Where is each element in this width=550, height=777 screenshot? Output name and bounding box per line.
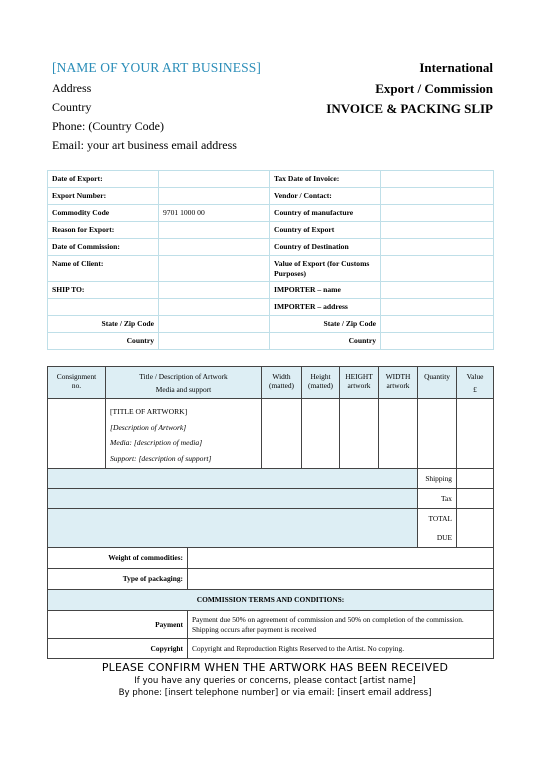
value-field[interactable] — [457, 399, 494, 469]
artwork-support: Support: [description of support] — [110, 453, 212, 463]
business-details — [52, 58, 261, 155]
width-art-field[interactable] — [379, 399, 418, 469]
quantity-field[interactable] — [418, 399, 457, 469]
value-of-export-field[interactable] — [381, 256, 494, 282]
artwork-items-table — [47, 366, 494, 659]
table-row — [48, 205, 494, 222]
importer-state-zip-field[interactable] — [381, 316, 494, 333]
table-row — [48, 188, 494, 205]
packaging-label: Type of packaging: — [48, 569, 188, 590]
date-of-commission-field[interactable] — [159, 239, 270, 256]
tax-field[interactable] — [457, 489, 494, 509]
artwork-description-cell[interactable] — [106, 399, 262, 469]
importer-name-label: IMPORTER – name — [270, 282, 381, 299]
payment-label: Payment — [48, 611, 188, 639]
country-manufacture-label: Country of manufacture — [270, 205, 381, 222]
shipping-field[interactable] — [457, 469, 494, 489]
export-info-table — [47, 170, 494, 350]
value-of-export-label: Value of Export (for Customs Purposes) — [270, 256, 381, 282]
total-due-label: TOTAL DUE — [418, 509, 457, 548]
col-title-text: Title / Description of Artwork — [139, 372, 228, 381]
date-of-export-label: Date of Export: — [48, 171, 159, 188]
importer-country-field[interactable] — [381, 333, 494, 350]
ship-to-field[interactable] — [159, 282, 270, 299]
total-due-field[interactable] — [457, 509, 494, 548]
shipping-label: Shipping — [418, 469, 457, 489]
ship-state-zip-field[interactable] — [159, 316, 270, 333]
table-row — [48, 171, 494, 188]
table-row — [48, 299, 494, 316]
business-address: Address — [52, 81, 92, 95]
commodity-code-label: Commodity Code — [48, 205, 159, 222]
business-country: Country — [52, 100, 92, 114]
export-number-label: Export Number: — [48, 188, 159, 205]
vendor-contact-field[interactable] — [381, 188, 494, 205]
ship-to-address-field-2[interactable] — [159, 299, 270, 316]
col-width: Width (matted) — [262, 367, 302, 399]
ship-country-field[interactable] — [159, 333, 270, 350]
ship-state-zip-label: State / Zip Code — [48, 316, 159, 333]
terms-header: COMMISSION TERMS AND CONDITIONS: — [48, 590, 494, 611]
table-row — [48, 399, 494, 469]
table-row — [48, 256, 494, 282]
copyright-text: Copyright and Reproduction Rights Reserved to the Artist. No copying. — [188, 639, 494, 659]
artwork-description: [Description of Artwork] — [110, 422, 187, 432]
tax-date-field[interactable] — [381, 171, 494, 188]
export-number-field[interactable] — [159, 188, 270, 205]
contact-notice: By phone: [insert telephone number] or via email: [insert email address] — [118, 688, 432, 698]
tax-date-label: Tax Date of Invoice: — [270, 171, 381, 188]
shipping-row — [48, 469, 494, 489]
business-phone: Phone: (Country Code) — [52, 119, 164, 133]
vendor-contact-label: Vendor / Contact: — [270, 188, 381, 205]
packaging-row — [48, 569, 494, 590]
importer-country-label: Country — [270, 333, 381, 350]
col-height: Height (matted) — [302, 367, 340, 399]
tax-label: Tax — [418, 489, 457, 509]
col-width-art: WIDTH artwork — [379, 367, 418, 399]
country-of-destination-field[interactable] — [381, 239, 494, 256]
footer — [0, 660, 550, 699]
commodity-code-value[interactable]: 9701 1000 00 — [159, 205, 270, 222]
packaging-field[interactable] — [188, 569, 494, 590]
business-email: Email: your art business email address — [52, 138, 237, 152]
tax-row — [48, 489, 494, 509]
title-line-3: INVOICE & PACKING SLIP — [326, 101, 493, 116]
col-currency: £ — [473, 385, 477, 394]
col-quantity: Quantity — [418, 367, 457, 399]
payment-text: Payment due 50% on agreement of commission and 50% on completion of the commission. Shipping occurs after payment is received — [188, 611, 494, 639]
height-field[interactable] — [302, 399, 340, 469]
table-row — [48, 316, 494, 333]
col-consignment: Consignment no. — [48, 367, 106, 399]
title-line-2: Export / Commission — [375, 80, 493, 96]
name-of-client-label: Name of Client: — [48, 256, 159, 282]
confirm-notice: PLEASE CONFIRM WHEN THE ARTWORK HAS BEEN RECEIVED — [101, 661, 449, 674]
tax-spacer — [48, 489, 418, 509]
artwork-title: [TITLE OF ARTWORK] — [110, 407, 188, 416]
reason-for-export-label: Reason for Export: — [48, 222, 159, 239]
ship-country-label: Country — [48, 333, 159, 350]
total-row — [48, 509, 494, 548]
items-header-row — [48, 367, 494, 399]
width-field[interactable] — [262, 399, 302, 469]
importer-address-label: IMPORTER – address — [270, 299, 381, 316]
ship-to-address-field[interactable] — [48, 299, 159, 316]
weight-field[interactable] — [188, 548, 494, 569]
weight-label: Weight of commodities: — [48, 548, 188, 569]
weight-row — [48, 548, 494, 569]
name-of-client-field[interactable] — [159, 256, 270, 282]
country-manufacture-field[interactable] — [381, 205, 494, 222]
height-art-field[interactable] — [340, 399, 379, 469]
terms-header-row — [48, 590, 494, 611]
importer-name-field[interactable] — [381, 282, 494, 299]
queries-notice: If you have any queries or concerns, please contact [artist name] — [134, 676, 416, 686]
date-of-export-field[interactable] — [159, 171, 270, 188]
copyright-row — [48, 639, 494, 659]
col-value — [457, 367, 494, 399]
table-row — [48, 239, 494, 256]
table-row — [48, 333, 494, 350]
country-of-export-label: Country of Export — [270, 222, 381, 239]
table-row — [48, 282, 494, 299]
artwork-media: Media: [description of media] — [110, 438, 203, 447]
date-of-commission-label: Date of Commission: — [48, 239, 159, 256]
country-of-destination-label: Country of Destination — [270, 239, 381, 256]
col-title — [106, 367, 262, 399]
col-media-text: Media and support — [155, 385, 212, 394]
shipping-spacer — [48, 469, 418, 489]
payment-row — [48, 611, 494, 639]
importer-state-zip-label: State / Zip Code — [270, 316, 381, 333]
reason-for-export-field[interactable] — [159, 222, 270, 239]
col-value-text: Value — [466, 372, 484, 381]
col-height-art: HEIGHT artwork — [340, 367, 379, 399]
importer-address-field[interactable] — [381, 299, 494, 316]
table-row — [48, 222, 494, 239]
document-title — [326, 58, 493, 120]
total-spacer — [48, 509, 418, 548]
country-of-export-field[interactable] — [381, 222, 494, 239]
title-line-1: International — [419, 60, 493, 75]
ship-to-label: SHIP TO: — [48, 282, 159, 299]
business-name: [NAME OF YOUR ART BUSINESS] — [52, 60, 261, 75]
consignment-field[interactable] — [48, 399, 106, 469]
copyright-label: Copyright — [48, 639, 188, 659]
